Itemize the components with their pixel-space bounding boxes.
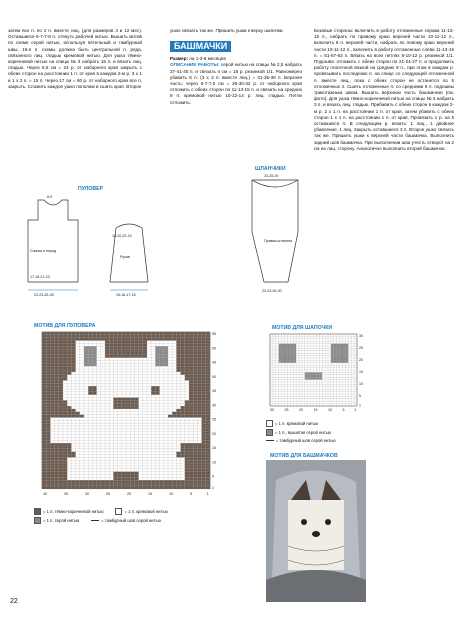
shoe-label: Правая штанина bbox=[264, 239, 292, 243]
shoes-scheme-title: ШЛАНЧИКИ bbox=[255, 166, 286, 172]
size-value: на 1-3-6 месяцев bbox=[189, 56, 226, 62]
text-column-1 bbox=[8, 28, 142, 90]
x-tick-label: 35 bbox=[64, 491, 68, 496]
y-tick-label: 25 bbox=[212, 417, 216, 422]
motif-hat-grid bbox=[266, 332, 382, 414]
y-tick-label: 1 bbox=[359, 403, 361, 408]
legend-item-chain bbox=[266, 438, 416, 443]
y-tick-label: 30 bbox=[212, 403, 216, 408]
y-tick-label: 20 bbox=[212, 431, 216, 436]
text-column-3 bbox=[314, 28, 454, 152]
legend-item-grey bbox=[266, 429, 416, 436]
pullover-scheme-title: ПУЛОВЕР bbox=[78, 186, 104, 192]
desc-label: ОПИСАНИЕ РАБОТЫ: bbox=[170, 62, 220, 68]
x-tick-label: 5 bbox=[342, 408, 345, 412]
y-tick-label: 10 bbox=[212, 460, 216, 465]
swatch-chain-icon bbox=[91, 520, 99, 521]
motif-pullover-title: МОТИВ ДЛЯ ПУЛОВЕРА bbox=[34, 323, 96, 329]
motif-pullover-legend bbox=[34, 508, 234, 526]
swatch-grey-icon bbox=[34, 517, 41, 524]
front-dim-bottom: 22-23-26-28 bbox=[34, 293, 54, 297]
x-tick-label: 10 bbox=[328, 408, 332, 412]
legend-item-cream bbox=[266, 420, 416, 427]
y-tick-label: 5 bbox=[212, 474, 214, 479]
x-tick-label: 5 bbox=[190, 491, 192, 496]
x-tick-label: 40 bbox=[43, 491, 47, 496]
x-tick-label: 20 bbox=[299, 408, 303, 412]
front-dim-mid: 17-18-21-23 bbox=[30, 275, 50, 279]
shoes-header bbox=[170, 41, 302, 52]
swatch-cream-icon bbox=[115, 508, 122, 515]
y-tick-label: 5 bbox=[359, 394, 361, 398]
x-tick-label: 15 bbox=[313, 408, 318, 412]
sleeve-label: Рукав bbox=[120, 255, 130, 259]
motif-hat-legend bbox=[266, 420, 416, 445]
shoes-photo bbox=[266, 460, 366, 602]
swatch-cream-icon bbox=[266, 420, 273, 427]
y-tick-label: 55 bbox=[212, 332, 216, 336]
motif-hat-title: МОТИВ ДЛЯ ШАПОЧКИ bbox=[272, 325, 333, 331]
x-tick-label: 10 bbox=[169, 491, 173, 496]
text-column-2 bbox=[170, 28, 302, 106]
x-tick-label: 30 bbox=[270, 408, 274, 412]
swatch-chain-icon bbox=[266, 440, 274, 441]
x-tick-label: 25 bbox=[284, 408, 289, 412]
y-tick-label: 10 bbox=[359, 382, 363, 386]
y-tick-label: 30 bbox=[359, 334, 363, 338]
col3-text: Боковые стороны: включить в работу отложенные справа 11-13-15 п., набрать по правому краю верхней части 10-11-12 п., включить 9 п. верхней части, набрать по левому краю верхней части 10-11-12 п., включить в работу отложенные слева 11-13-15 п. = 51-57-63 п. Вязать на всех петлях 8-10-12 р. резинкой 1/1. Подошва: отложить с обеих сторон по 21-24-27 п. и продолжить работу платочной вязкой на средних 9 п., при этом в каждом р. провязывать последнюю п. на спице со следующей отложенной п. вместе лиц., пока с обеих сторон не останется по 5 отложенных п. Сшить отложенные п. со средними 9 п. подошвы трикотажным швом. Вышить верхнюю часть башмачков (см. фото). Для ушка тёмно-коричневой нитью на спицы № 3 набрать 3 п. и вязать лиц. гладью. Прибавить с обеих сторон в каждом 2-м р. 2 х 1 п. на расстоянии 1 п. от края, затем убавить с обеих сторон 1 х 1 п. на расстоянии 1 п. от края. Провязать 1 р. на 5 оставшихся п. В следующем р. вязать: 1 лиц., 1 двойное убавление, 1 лиц. Закрыть оставшиеся 3 п. Второе ушко связать так же. Пришить ушки к верхней части башмачка. Выполнить задний шов башмачка. При выполнении шва учесть отворот на 2 см на лиц. сторону. Аналогично выполнить второй башмачок. bbox=[314, 28, 454, 151]
front-label: Спинка и перед bbox=[30, 249, 57, 253]
motif-shoes-title: МОТИВ ДЛЯ БАШМАЧКОВ bbox=[270, 453, 338, 459]
legend-item-grey bbox=[34, 517, 234, 524]
shoe-dim-top: 23-25-29 bbox=[264, 174, 279, 178]
y-tick-label: 15 bbox=[212, 446, 216, 450]
swatch-dark-icon bbox=[34, 508, 41, 515]
swatch-grey-icon bbox=[266, 429, 273, 436]
y-tick-label: 50 bbox=[212, 346, 216, 351]
y-tick-label: 45 bbox=[212, 360, 216, 365]
legend-item-dark bbox=[34, 508, 234, 515]
legend-label: = 1 п. кремовой нитью bbox=[275, 421, 319, 426]
x-tick-label: 20 bbox=[127, 491, 131, 496]
sleeve-dim-top: 18-20-22-24 bbox=[112, 234, 132, 238]
y-tick-label: 1 bbox=[212, 485, 214, 490]
y-tick-label: 35 bbox=[212, 389, 216, 393]
x-tick-label: 1 bbox=[354, 408, 357, 412]
section-title: БАШМАЧКИ bbox=[170, 41, 231, 52]
front-dim-top: 8-9 bbox=[47, 195, 53, 199]
legend-label: = 1 п. кремовой нитью bbox=[124, 509, 168, 514]
legend-label: = 1 п. тёмно-коричневой нитью bbox=[43, 509, 104, 514]
y-tick-label: 40 bbox=[212, 374, 216, 379]
legend-label: = 1 п. серой нитью bbox=[43, 518, 80, 523]
pullover-schematic bbox=[20, 190, 170, 310]
desc-text: серой нитью на спицы № 2,5 набрать 37-41-45 п. и связать 4 см = 18 р. резинкой 1/1. Равномерно убавить 6 п. (3 х 3 п. вместе лиц.) = 31-35-39 п. Верхняя часть: через 6-7-7,5 см = 26-30-32 р. от наборного края отложить с обеих сторон по 11-13-15 п. и связать на средних 9 п. кремовой нитью 10-12-14 р. лиц. гладью. Петли отложить. bbox=[170, 62, 303, 105]
size-label: Размер: bbox=[170, 56, 189, 62]
x-tick-label: 30 bbox=[85, 491, 89, 496]
motif-pullover-grid bbox=[36, 330, 236, 500]
col1-text: затем все п. по 2 п. вместе лиц. (для размеров 3 и 12 мес). Оставшиеся 6-7-7-8 п. стянуть рабочей нитью. Вышить мотив по схеме серой нитью, используя петельный и тамбурный швы. 16-я п. схемы должна быть центральной п. ряда, связанного лиц. гладью кремовой нитью. Для ушка тёмно-коричневой нитью на спицы № 3 набрать 15 п. и вязать лиц. гладью. Через 6,5 см = 24 р. от наборного края закрыть с обеих сторон на расстоянии 1 п. от края в каждом 2-м р. 3 х 1 и 1 х 2 п. = 15 п. Через 17 см = 60 р. от наборного края все п. закрыть. Сложить каждое ушко пополам и сшить края. Второе bbox=[8, 28, 142, 89]
shoes-schematic bbox=[232, 172, 322, 300]
sleeve-dim-bottom: 15-16-17-18 bbox=[116, 293, 136, 297]
grid-lines bbox=[42, 332, 210, 489]
y-tick-label: 20 bbox=[359, 358, 363, 362]
x-tick-label: 15 bbox=[148, 491, 152, 496]
y-tick-label: 25 bbox=[359, 346, 363, 350]
legend-label: = тамбурный шов серой нитью bbox=[276, 438, 336, 443]
x-tick-label: 25 bbox=[106, 491, 110, 496]
col2-text-top: ушко связать так же. Пришить ушки к верху шапочки. bbox=[170, 28, 284, 33]
legend-label: = 1 п., вышитая серой нитью bbox=[275, 430, 331, 435]
legend-label: = тамбурный шов серой нитью bbox=[101, 518, 161, 523]
x-tick-label: 1 bbox=[206, 491, 209, 496]
shoe-dim-bottom: 22-23-26-30 bbox=[262, 289, 282, 293]
page-number: 22 bbox=[10, 598, 18, 605]
y-tick-label: 15 bbox=[359, 370, 363, 374]
